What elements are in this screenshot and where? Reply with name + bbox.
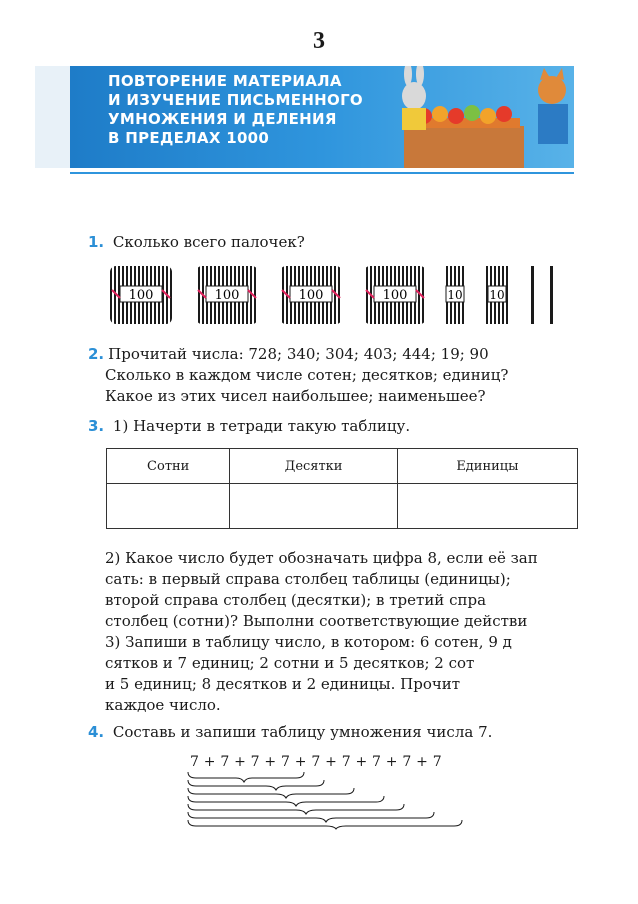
task-3-continued <box>88 548 538 716</box>
table-cell <box>230 484 397 529</box>
banner-side-stripe <box>35 66 70 168</box>
market-illustration <box>374 66 574 168</box>
task-number: 4. <box>88 723 105 741</box>
place-value-table <box>106 448 578 529</box>
bundle-label: 100 <box>298 288 324 303</box>
bundle-100 <box>110 266 172 324</box>
table-header: Десятки <box>230 449 397 484</box>
single-stick <box>531 266 534 324</box>
task-text: Прочитай числа: 728; 340; 304; 403; 444; 19; 90 <box>108 345 489 363</box>
chapter-title-line: В ПРЕДЕЛАХ 1000 <box>108 129 270 147</box>
task-text: 2) Какое число будет обозначать цифра 8, если её зап <box>105 549 538 567</box>
bundle-100 <box>364 266 426 324</box>
bundle-label: 10 <box>489 288 505 302</box>
task-text: и 5 единиц; 8 десятков и 2 единицы. Прочит <box>105 675 461 693</box>
task-1 <box>88 232 305 253</box>
task-text: 1) Начерти в тетради такую таблицу. <box>112 417 411 435</box>
task-text: столбец (сотни)? Выполни соответствующие действи <box>105 612 528 630</box>
task-text: Составь и запиши таблицу умножения числа 7. <box>112 723 493 741</box>
chapter-title-line: УМНОЖЕНИЯ И ДЕЛЕНИЯ <box>108 110 337 128</box>
task-2 <box>88 344 508 407</box>
task-number: 3. <box>88 417 105 435</box>
rabbit-icon <box>402 82 426 110</box>
task-text: 3) Запиши в таблицу число, в котором: 6 сотен, 9 д <box>105 633 512 651</box>
sum-expression: 7 + 7 + 7 + 7 + 7 + 7 + 7 + 7 + 7 <box>190 754 442 770</box>
task-3 <box>88 416 410 437</box>
table-cell <box>107 484 230 529</box>
crate-icon <box>404 126 524 168</box>
task-text: Сколько в каждом числе сотен; десятков; единиц? <box>105 366 509 384</box>
chapter-banner <box>70 66 574 168</box>
bundle-100 <box>196 266 258 324</box>
task-text: сятков и 7 единиц; 2 сотни и 5 десятков; 2 сот <box>105 654 475 672</box>
bundle-label: 100 <box>214 288 240 303</box>
task-text: сать: в первый справа столбец таблицы (единицы); <box>105 570 511 588</box>
table-header: Единицы <box>397 449 577 484</box>
bundle-100 <box>280 266 342 324</box>
bundle-label: 100 <box>382 288 408 303</box>
table-header: Сотни <box>107 449 230 484</box>
bundle-10 <box>486 266 508 324</box>
single-stick <box>550 266 553 324</box>
fox-icon <box>538 76 566 104</box>
bundle-label: 10 <box>447 288 463 302</box>
stick-bundles <box>110 264 580 326</box>
task-text: второй справа столбец (десятки); в третий спра <box>105 591 487 609</box>
task-number: 1. <box>88 233 105 251</box>
chapter-title <box>108 72 363 148</box>
task-text: Какое из этих чисел наибольшее; наименьшее? <box>105 387 486 405</box>
chapter-title-line: И ИЗУЧЕНИЕ ПИСЬМЕННОГО <box>108 91 363 109</box>
task-4 <box>88 722 492 743</box>
sum-underbraces <box>186 770 476 830</box>
task-number: 2. <box>88 345 105 363</box>
page-number: 3 <box>313 28 325 54</box>
task-text: Сколько всего палочек? <box>112 233 305 251</box>
table-cell <box>397 484 577 529</box>
bundle-label: 100 <box>128 288 154 303</box>
bundle-10 <box>444 266 466 324</box>
chapter-title-line: ПОВТОРЕНИЕ МАТЕРИАЛА <box>108 72 342 90</box>
task-text: каждое число. <box>105 696 221 714</box>
header-rule <box>70 172 574 174</box>
